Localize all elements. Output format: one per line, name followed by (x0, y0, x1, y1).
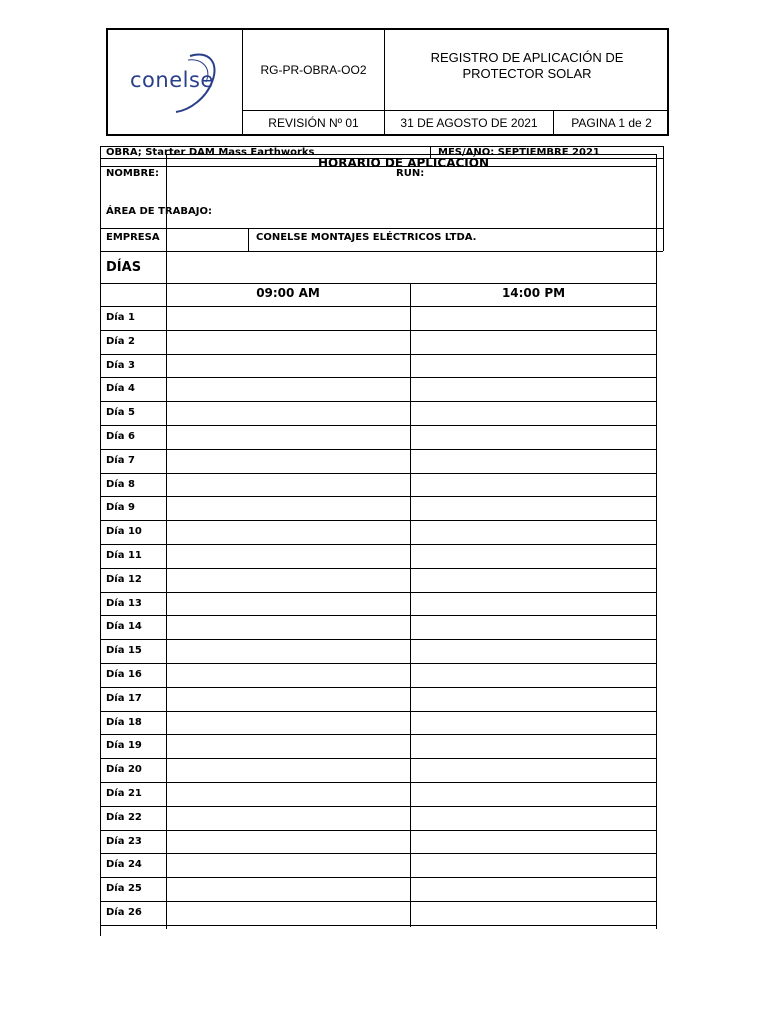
entry-cell-morning[interactable] (167, 616, 410, 639)
revision-date: 31 DE AGOSTO DE 2021 (400, 116, 538, 130)
entry-cell-afternoon[interactable] (411, 497, 656, 520)
table-row (100, 426, 656, 450)
entry-cell-afternoon[interactable] (411, 807, 656, 830)
entry-cell-afternoon[interactable] (411, 569, 656, 592)
entry-cell-morning[interactable] (167, 807, 410, 830)
entry-cell-afternoon[interactable] (411, 712, 656, 735)
day-label: Día 9 (106, 502, 135, 514)
mes-ano-label: MES/AÑO: SEPTIEMBRE 2021 (438, 147, 600, 158)
logo-cell (108, 30, 243, 134)
table-row (100, 712, 656, 736)
entry-cell-morning[interactable] (167, 640, 410, 663)
entry-cell-morning[interactable] (167, 402, 410, 425)
table-row (100, 593, 656, 617)
table-row (100, 735, 656, 759)
day-label: Día 16 (106, 669, 142, 680)
entry-cell-afternoon[interactable] (411, 664, 656, 687)
entry-cell-morning[interactable] (167, 450, 410, 473)
entry-cell-morning[interactable] (167, 521, 410, 544)
entry-cell-morning[interactable] (167, 474, 410, 497)
table-row (100, 569, 656, 593)
entry-cell-morning[interactable] (167, 902, 410, 925)
entry-cell-afternoon[interactable] (411, 402, 656, 425)
table-row (100, 378, 656, 402)
day-label: Día 22 (106, 811, 142, 823)
day-label: Día 4 (106, 383, 135, 395)
nombre-label: NOMBRE: (106, 168, 159, 179)
entry-cell-morning[interactable] (167, 426, 410, 449)
run-label: RUN: (396, 168, 425, 179)
table-row (100, 616, 656, 640)
entry-cell-morning[interactable] (167, 854, 410, 877)
entry-cell-morning[interactable] (167, 831, 410, 854)
entry-cell-morning[interactable] (167, 664, 410, 687)
entry-cell-afternoon[interactable] (411, 450, 656, 473)
entry-cell-afternoon[interactable] (411, 854, 656, 877)
conelse-logo (128, 48, 228, 118)
table-row (100, 783, 656, 807)
entry-cell-afternoon[interactable] (411, 331, 656, 354)
table-row (100, 854, 656, 878)
table-row (100, 878, 656, 902)
day-label: Día 2 (106, 335, 135, 347)
entry-cell-afternoon[interactable] (411, 688, 656, 711)
document-code: RG-PR-OBRA-OO2 (260, 63, 367, 77)
day-label: Día 21 (106, 788, 142, 799)
entry-cell-afternoon[interactable] (411, 545, 656, 568)
entry-cell-morning[interactable] (167, 688, 410, 711)
day-label: Día 19 (106, 740, 142, 752)
entry-cell-afternoon[interactable] (411, 735, 656, 758)
day-label: Día 14 (106, 621, 142, 633)
day-label: Día 18 (106, 716, 142, 728)
empresa-value: CONELSE MONTAJES ELÉCTRICOS LTDA. (256, 232, 477, 243)
entry-cell-morning[interactable] (167, 783, 410, 806)
day-label: Día 5 (106, 407, 135, 419)
entry-cell-afternoon[interactable] (411, 474, 656, 497)
entry-cell-afternoon[interactable] (411, 593, 656, 616)
page-number: PAGINA 1 de 2 (571, 116, 652, 130)
table-row (100, 402, 656, 426)
table-row (100, 331, 656, 355)
day-label: Día 17 (106, 692, 142, 704)
empresa-label: EMPRESA (106, 232, 160, 243)
entry-cell-afternoon[interactable] (411, 521, 656, 544)
entry-cell-morning[interactable] (167, 355, 410, 378)
day-label: Día 23 (106, 835, 142, 847)
column-header-morning: 09:00 AM (256, 286, 320, 300)
day-label: Día 12 (106, 573, 142, 585)
table-row (100, 640, 656, 664)
obra-label: OBRA; Starter DAM Mass Earthworks (106, 147, 315, 158)
day-label: Día 1 (106, 312, 135, 323)
document-header (106, 28, 669, 136)
document-title-line1: REGISTRO DE APLICACIÓN DE (430, 50, 624, 65)
table-row (100, 521, 656, 545)
entry-cell-morning[interactable] (167, 593, 410, 616)
table-row (100, 664, 656, 688)
entry-cell-afternoon[interactable] (411, 355, 656, 378)
entry-cell-morning[interactable] (167, 569, 410, 592)
entry-cell-morning[interactable] (167, 331, 410, 354)
day-label: Día 24 (106, 859, 142, 871)
table-row (100, 831, 656, 855)
entry-cell-afternoon[interactable] (411, 902, 656, 925)
table-row (100, 307, 656, 331)
entry-cell-morning[interactable] (167, 378, 410, 401)
day-label: Día 26 (106, 907, 142, 918)
day-label: Día 25 (106, 883, 142, 895)
table-row (100, 474, 656, 498)
table-row (100, 902, 656, 926)
table-row (100, 545, 656, 569)
table-row (100, 450, 656, 474)
area-trabajo-label: ÁREA DE TRABAJO: (106, 206, 212, 217)
day-label: Día 13 (106, 597, 142, 609)
entry-cell-afternoon[interactable] (411, 831, 656, 854)
table-row (100, 355, 656, 379)
day-label: Día 7 (106, 454, 135, 466)
day-label: Día 11 (106, 550, 142, 561)
table-row (100, 807, 656, 831)
table-row (100, 759, 656, 783)
day-label: Día 8 (106, 478, 135, 490)
entry-cell-morning[interactable] (167, 712, 410, 735)
day-label: Día 3 (106, 359, 135, 371)
day-label: Día 10 (106, 526, 142, 538)
entry-cell-afternoon[interactable] (411, 426, 656, 449)
revision-number: REVISIÓN Nº 01 (268, 116, 359, 130)
day-label: Día 6 (106, 431, 135, 442)
horario-title: HORARIO DE APLICACIÓN (318, 156, 489, 170)
day-label: Día 20 (106, 764, 142, 776)
entry-cell-afternoon[interactable] (411, 307, 656, 330)
entry-cell-afternoon[interactable] (411, 783, 656, 806)
entry-cell-afternoon[interactable] (411, 878, 656, 901)
entry-cell-afternoon[interactable] (411, 378, 656, 401)
entry-cell-afternoon[interactable] (411, 759, 656, 782)
table-row (100, 497, 656, 521)
document-title-line2: PROTECTOR SOLAR (462, 66, 592, 81)
entry-cell-morning[interactable] (167, 545, 410, 568)
entry-cell-morning[interactable] (167, 759, 410, 782)
entry-cell-afternoon[interactable] (411, 616, 656, 639)
entry-cell-afternoon[interactable] (411, 640, 656, 663)
column-header-afternoon: 14:00 PM (501, 286, 566, 300)
table-header-row (100, 283, 656, 307)
entry-cell-morning[interactable] (167, 878, 410, 901)
entry-cell-morning[interactable] (167, 735, 410, 758)
dias-label: DÍAS (106, 260, 142, 275)
table-row (100, 688, 656, 712)
entry-cell-morning[interactable] (167, 307, 410, 330)
day-label: Día 15 (106, 645, 142, 657)
entry-cell-morning[interactable] (167, 497, 410, 520)
logo-text: conelse (130, 68, 214, 92)
